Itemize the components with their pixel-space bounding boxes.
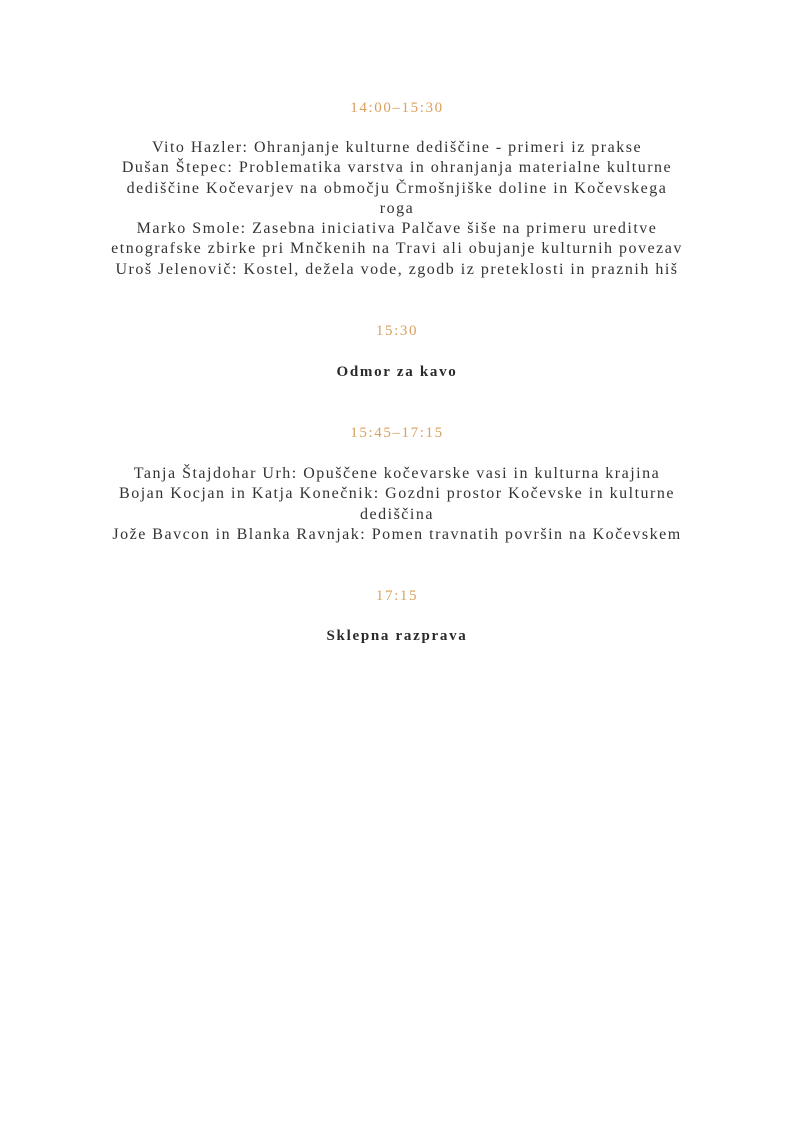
talk-line: Tanja Štajdohar Urh: Opuščene kočevarske vasi in kulturna krajina — [133, 465, 661, 482]
session-time: 14:00–15:30 — [350, 100, 444, 116]
closing-discussion-title: Sklepna razprava — [326, 628, 468, 644]
talk-line: dediščine Kočevarjev na območju Črmošnjiške doline in Kočevskega — [126, 179, 668, 197]
talk-line: Marko Smole: Zasebna iniciativa Palčave šiše na primeru ureditve — [136, 220, 658, 238]
talk-line: roga — [379, 199, 415, 217]
session-talk-list — [70, 138, 724, 280]
talk-line: Uroš Jelenovič: Kostel, dežela vode, zgodb iz preteklosti in praznih hiš — [115, 260, 679, 278]
talk-line: Vito Hazler: Ohranjanje kulturne dediščine - primeri iz prakse — [151, 139, 643, 156]
talk-line: Jože Bavcon in Blanka Ravnjak: Pomen travnatih površin na Kočevskem — [112, 525, 682, 543]
talk-line: Dušan Štepec: Problematika varstva in ohranjanja materialne kulturne — [121, 159, 673, 177]
closing-time: 17:15 — [375, 588, 419, 604]
session-talk-list — [70, 464, 724, 545]
talk-line: etnografske zbirke pri Mnčkenih na Travi ali obujanje kulturnih povezav — [111, 240, 683, 258]
talk-line: dediščina — [360, 505, 434, 523]
talk-line: Bojan Kocjan in Katja Konečnik: Gozdni prostor Kočevske in kulturne — [119, 485, 675, 503]
break-time: 15:30 — [375, 323, 419, 339]
programme-page — [70, 0, 724, 1123]
coffee-break-title: Odmor za kavo — [336, 364, 458, 380]
session-time: 15:45–17:15 — [350, 425, 444, 441]
